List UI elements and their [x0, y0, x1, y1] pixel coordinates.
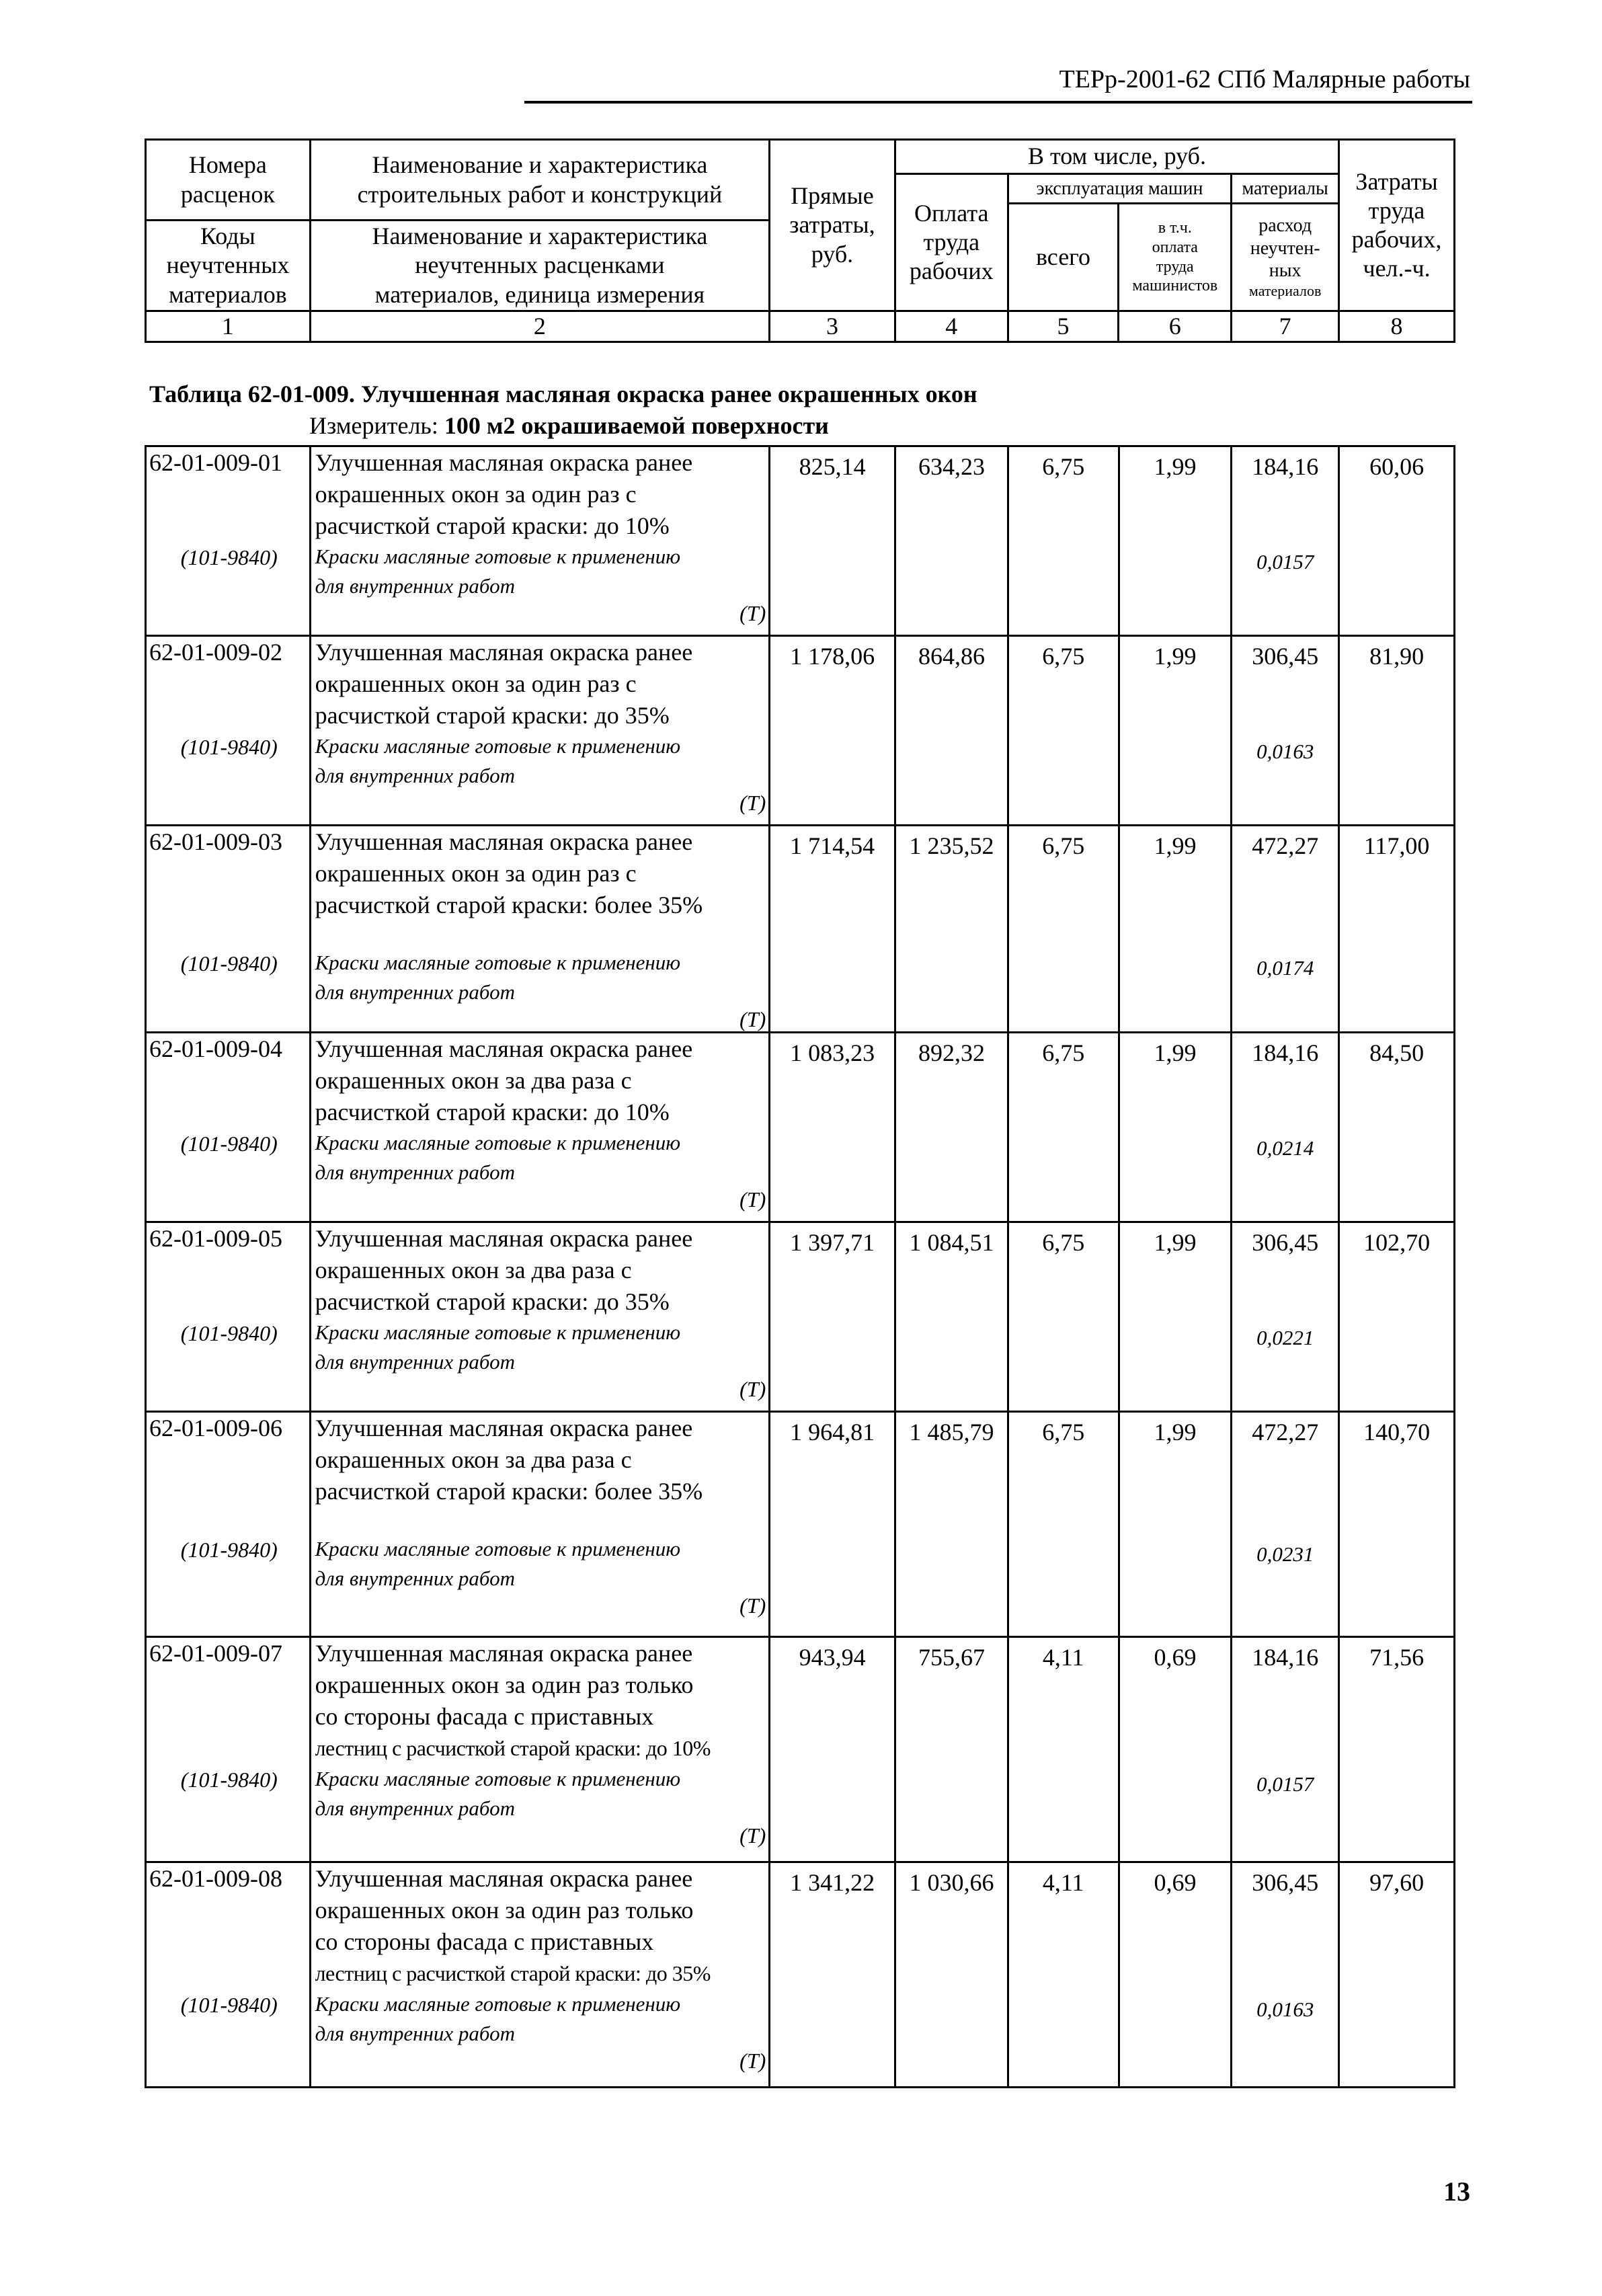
rate-code-cell	[146, 1033, 311, 1222]
rate-name-line: окрашенных окон за два раза с	[315, 1446, 632, 1473]
value-direct: 1 397,71	[770, 1222, 895, 1412]
type-tag: (Т)	[739, 1823, 766, 1848]
rate-name-line: Улучшенная масляная окраска ранее	[315, 1225, 693, 1252]
type-tag: (Т)	[739, 1007, 766, 1031]
rate-code: 62-01-009-07	[149, 1640, 282, 1667]
column-header-table	[145, 138, 1455, 343]
rate-name-line: Улучшенная масляная окраска ранее	[315, 449, 693, 476]
material-code: (101-9840)	[180, 1538, 278, 1562]
value-direct: 1 964,81	[770, 1412, 895, 1637]
value-direct: 1 341,22	[770, 1862, 895, 2088]
material-name-line: Краски масляные готовые к применению	[315, 1992, 681, 2016]
rate-code: 62-01-009-08	[149, 1865, 282, 1892]
machines-header: эксплуатация машин	[1008, 174, 1232, 204]
value-mat: 306,45	[1252, 1229, 1319, 1256]
table-row	[146, 826, 1455, 1033]
material-cell	[1232, 446, 1339, 636]
type-tag: (Т)	[739, 1377, 766, 1401]
rate-name-line: со стороны фасада с приставных	[315, 1703, 654, 1730]
col2-top-header: Наименование и характеристика строительных работ и конструкций	[310, 140, 769, 221]
material-consumption: 0,0163	[1256, 1997, 1314, 2021]
material-code: (101-9840)	[180, 1768, 278, 1792]
material-cell	[1232, 1222, 1339, 1412]
rate-code-cell	[146, 826, 311, 1033]
rate-name-line: Улучшенная масляная окраска ранее	[315, 1865, 693, 1892]
material-name-line: для внутренних работ	[315, 1350, 515, 1374]
rate-name-line: Улучшенная масляная окраска ранее	[315, 639, 693, 666]
rate-name-cell	[310, 636, 770, 826]
value-hours: 81,90	[1339, 636, 1455, 826]
value-hours: 71,56	[1339, 1637, 1455, 1862]
value-mach_labor: 1,99	[1119, 1033, 1232, 1222]
material-name-line: для внутренних работ	[315, 1567, 515, 1590]
material-code: (101-9840)	[180, 545, 278, 569]
rate-code: 62-01-009-02	[149, 639, 282, 666]
type-tag: (Т)	[739, 1593, 766, 1618]
table-row	[146, 1033, 1455, 1222]
value-mat: 184,16	[1252, 1644, 1319, 1671]
material-consumption: 0,0157	[1256, 550, 1314, 573]
col8-header: Затраты труда рабочих, чел.-ч.	[1339, 140, 1455, 311]
material-cell	[1232, 636, 1339, 826]
material-name-line: для внутренних работ	[315, 574, 515, 598]
material-cell	[1232, 1033, 1339, 1222]
value-mach_labor: 1,99	[1119, 1412, 1232, 1637]
rate-code-cell	[146, 446, 311, 636]
col-number: 7	[1232, 311, 1339, 342]
value-direct: 1 714,54	[770, 826, 895, 1033]
type-tag: (Т)	[739, 2049, 766, 2073]
measure-label: Измеритель:	[309, 412, 438, 439]
rate-name-line: расчисткой старой краски: до 10%	[315, 1099, 670, 1125]
material-name-line: Краски масляные готовые к применению	[315, 1320, 681, 1344]
rate-code-cell	[146, 1637, 311, 1862]
table-row	[146, 1637, 1455, 1862]
value-hours: 140,70	[1339, 1412, 1455, 1637]
measure-value: 100 м2 окрашиваемой поверхности	[444, 412, 829, 439]
rate-code-cell	[146, 1412, 311, 1637]
value-mach_labor: 1,99	[1119, 1222, 1232, 1412]
material-consumption: 0,0221	[1256, 1326, 1314, 1349]
col3-header: Прямые затраты, руб.	[770, 140, 895, 311]
rate-code: 62-01-009-03	[149, 828, 282, 855]
value-labor: 1 235,52	[895, 826, 1008, 1033]
material-name-line: для внутренних работ	[315, 1160, 515, 1184]
value-hours: 84,50	[1339, 1033, 1455, 1222]
value-mach: 6,75	[1008, 446, 1119, 636]
material-cell	[1232, 1862, 1339, 2088]
col7-header: расход неучтен- ных материалов	[1232, 204, 1339, 311]
rate-name-cell	[310, 446, 770, 636]
value-mat: 184,16	[1252, 453, 1319, 480]
rate-name-line: лестниц с расчисткой старой краски: до 35%	[315, 1961, 711, 1985]
material-name-line: Краски масляные готовые к применению	[315, 734, 681, 758]
rate-name-line: окрашенных окон за два раза с	[315, 1067, 632, 1094]
materials-header: материалы	[1232, 174, 1339, 204]
value-labor: 1 485,79	[895, 1412, 1008, 1637]
material-consumption: 0,0214	[1256, 1136, 1314, 1160]
value-direct: 1 083,23	[770, 1033, 895, 1222]
material-name-line: Краски масляные готовые к применению	[315, 1537, 681, 1560]
value-hours: 97,60	[1339, 1862, 1455, 2088]
rate-name-line: окрашенных окон за один раз с	[315, 860, 637, 887]
col2-bottom-header: Наименование и характеристика неучтенных расценками материалов, единица измерения	[310, 221, 769, 311]
value-labor: 1 030,66	[895, 1862, 1008, 2088]
material-code: (101-9840)	[180, 1993, 278, 2017]
rate-code: 62-01-009-06	[149, 1415, 282, 1441]
value-labor: 892,32	[895, 1033, 1008, 1222]
material-name-line: для внутренних работ	[315, 2022, 515, 2045]
table-row	[146, 1222, 1455, 1412]
value-mat: 472,27	[1252, 832, 1319, 859]
rate-name-line: Улучшенная масляная окраска ранее	[315, 1640, 693, 1667]
col-number: 6	[1119, 311, 1232, 342]
value-direct: 825,14	[770, 446, 895, 636]
value-mach: 6,75	[1008, 1033, 1119, 1222]
type-tag: (Т)	[739, 791, 766, 815]
col1-top-header: Номера расценок	[146, 140, 311, 221]
rate-name-line: расчисткой старой краски: более 35%	[315, 892, 703, 918]
rate-name-line: расчисткой старой краски: более 35%	[315, 1478, 703, 1505]
value-labor: 634,23	[895, 446, 1008, 636]
value-hours: 102,70	[1339, 1222, 1455, 1412]
page-number: 13	[1443, 2176, 1470, 2207]
material-name-line: для внутренних работ	[315, 1796, 515, 1820]
value-labor: 755,67	[895, 1637, 1008, 1862]
value-mach: 6,75	[1008, 636, 1119, 826]
value-labor: 1 084,51	[895, 1222, 1008, 1412]
value-mat: 184,16	[1252, 1039, 1319, 1066]
material-name-line: Краски масляные готовые к применению	[315, 1767, 681, 1790]
material-cell	[1232, 1637, 1339, 1862]
col-number: 5	[1008, 311, 1119, 342]
material-cell	[1232, 826, 1339, 1033]
value-mach_labor: 1,99	[1119, 826, 1232, 1033]
rate-name-line: Улучшенная масляная окраска ранее	[315, 1415, 693, 1441]
material-name-line: для внутренних работ	[315, 980, 515, 1004]
rate-code-cell	[146, 1222, 311, 1412]
rate-name-line: Улучшенная масляная окраска ранее	[315, 828, 693, 855]
rate-code-cell	[146, 1862, 311, 2088]
table-row	[146, 636, 1455, 826]
rate-name-line: расчисткой старой краски: до 35%	[315, 1288, 670, 1315]
value-labor: 864,86	[895, 636, 1008, 826]
rate-name-line: расчисткой старой краски: до 10%	[315, 512, 670, 539]
material-code: (101-9840)	[180, 1321, 278, 1345]
measure-line	[309, 411, 829, 440]
rate-name-line: окрашенных окон за два раза с	[315, 1257, 632, 1283]
value-direct: 943,94	[770, 1637, 895, 1862]
type-tag: (Т)	[739, 1187, 766, 1212]
column-numbers-row	[146, 311, 1455, 342]
material-code: (101-9840)	[180, 1132, 278, 1156]
running-title: ТЕРр-2001-62 СПб Малярные работы	[1059, 65, 1470, 93]
material-consumption: 0,0163	[1256, 740, 1314, 763]
rate-name-cell	[310, 1637, 770, 1862]
col-number: 4	[895, 311, 1008, 342]
table-row	[146, 1862, 1455, 2088]
value-mat: 306,45	[1252, 643, 1319, 670]
rate-name-cell	[310, 826, 770, 1033]
material-cell	[1232, 1412, 1339, 1637]
material-consumption: 0,0231	[1256, 1542, 1314, 1566]
header-rule	[524, 101, 1472, 104]
material-consumption: 0,0174	[1256, 956, 1314, 980]
rate-code-cell	[146, 636, 311, 826]
value-mach: 6,75	[1008, 1412, 1119, 1637]
value-mach_labor: 0,69	[1119, 1637, 1232, 1862]
col-number: 3	[770, 311, 895, 342]
value-mat: 306,45	[1252, 1869, 1319, 1896]
rate-name-line: со стороны фасада с приставных	[315, 1928, 654, 1955]
material-code: (101-9840)	[180, 951, 278, 976]
table-row	[146, 446, 1455, 636]
material-name-line: Краски масляные готовые к применению	[315, 951, 681, 974]
col5-header: всего	[1008, 204, 1119, 311]
value-mat: 472,27	[1252, 1419, 1319, 1446]
rate-name-line: окрашенных окон за один раз только	[315, 1897, 694, 1924]
rate-name-line: окрашенных окон за один раз с	[315, 481, 637, 508]
value-mach_labor: 1,99	[1119, 636, 1232, 826]
rate-name-line: окрашенных окон за один раз с	[315, 670, 637, 697]
table-row	[146, 1412, 1455, 1637]
col-number: 2	[310, 311, 769, 342]
col-number: 8	[1339, 311, 1455, 342]
material-name-line: Краски масляные готовые к применению	[315, 1131, 681, 1154]
value-mach_labor: 1,99	[1119, 446, 1232, 636]
material-consumption: 0,0157	[1256, 1772, 1314, 1796]
rate-name-line: расчисткой старой краски: до 35%	[315, 702, 670, 729]
value-mach_labor: 0,69	[1119, 1862, 1232, 2088]
rate-name-line: окрашенных окон за один раз только	[315, 1671, 694, 1698]
rate-name-cell	[310, 1033, 770, 1222]
col4-header: Оплата труда рабочих	[895, 174, 1008, 311]
including-header: В том числе, руб.	[895, 140, 1338, 174]
material-name-line: для внутренних работ	[315, 764, 515, 787]
rate-code: 62-01-009-05	[149, 1225, 282, 1252]
rate-name-line: лестниц с расчисткой старой краски: до 10%	[315, 1736, 711, 1760]
type-tag: (Т)	[739, 601, 766, 625]
value-mach: 4,11	[1008, 1862, 1119, 2088]
value-hours: 60,06	[1339, 446, 1455, 636]
value-mach: 4,11	[1008, 1637, 1119, 1862]
value-mach: 6,75	[1008, 826, 1119, 1033]
col1-bottom-header: Коды неучтенных материалов	[146, 221, 311, 311]
table-title: Таблица 62-01-009. Улучшенная масляная окраска ранее окрашенных окон	[149, 381, 977, 407]
value-direct: 1 178,06	[770, 636, 895, 826]
rate-name-cell	[310, 1862, 770, 2088]
rate-name-line: Улучшенная масляная окраска ранее	[315, 1035, 693, 1062]
rate-name-cell	[310, 1412, 770, 1637]
rate-name-cell	[310, 1222, 770, 1412]
material-code: (101-9840)	[180, 735, 278, 759]
rate-code: 62-01-009-04	[149, 1035, 282, 1062]
value-hours: 117,00	[1339, 826, 1455, 1033]
col-number: 1	[146, 311, 311, 342]
material-name-line: Краски масляные готовые к применению	[315, 545, 681, 568]
col6-header: в т.ч. оплата труда машинистов	[1119, 204, 1232, 311]
rate-code: 62-01-009-01	[149, 449, 282, 476]
rates-table	[145, 445, 1455, 2088]
value-mach: 6,75	[1008, 1222, 1119, 1412]
